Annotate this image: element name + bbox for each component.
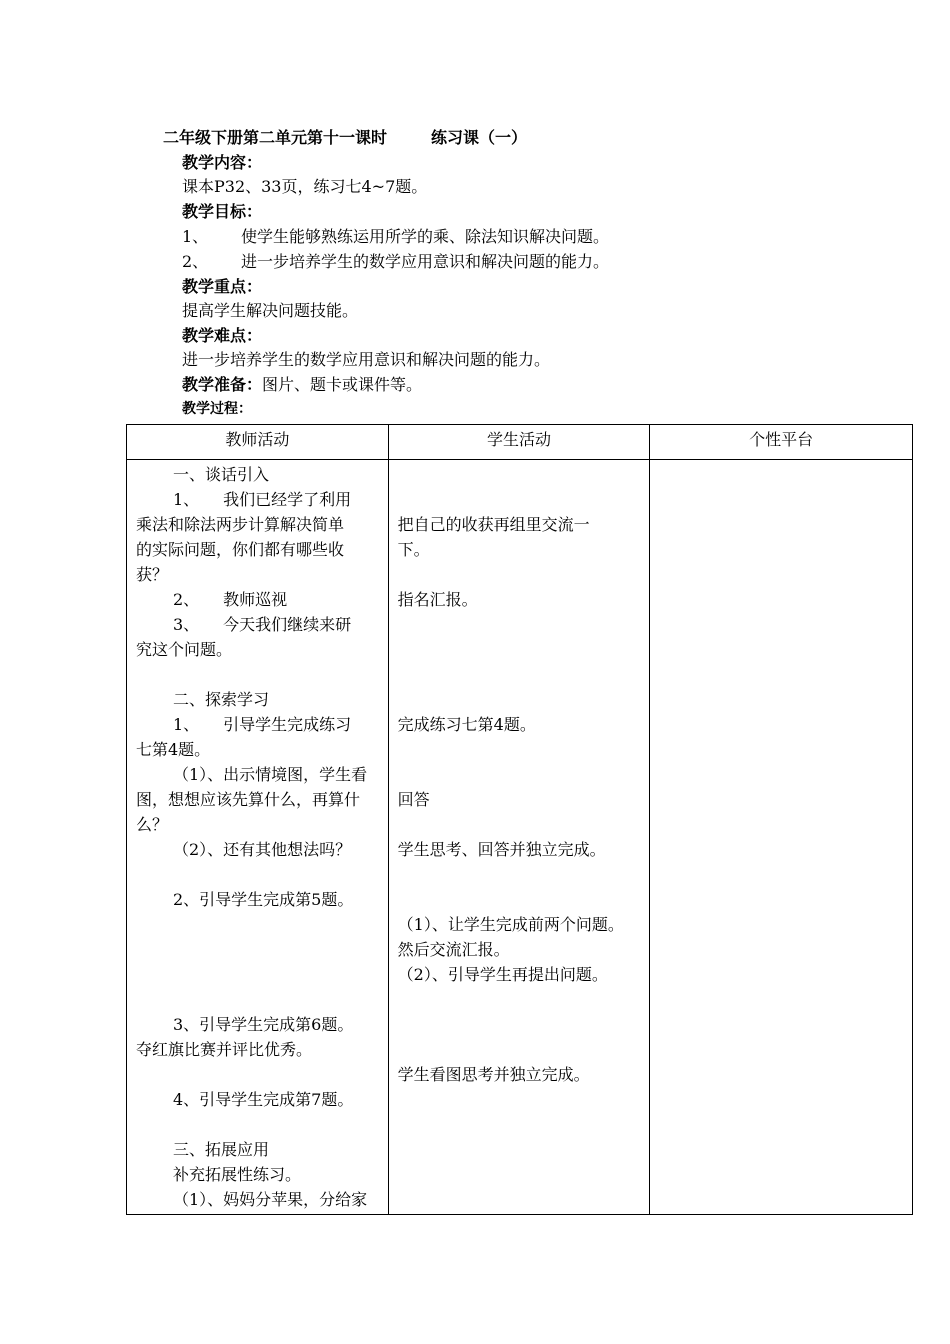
personal-platform-cell bbox=[650, 460, 913, 1215]
list-item: 回答 bbox=[397, 790, 430, 809]
goal-1-text: 使学生能够熟练运用所学的乘、除法知识解决问题。 bbox=[241, 227, 610, 246]
list-item: （1）、让学生完成前两个问题。 bbox=[397, 915, 624, 934]
list-item: 3、引导学生完成第6题。 bbox=[173, 1015, 354, 1034]
list-item: 的实际问题，你们都有哪些收 bbox=[136, 540, 345, 559]
list-item: 2、 教师巡视 bbox=[173, 590, 288, 609]
list-item: 究这个问题。 bbox=[136, 640, 233, 659]
difficulty-label: 教学难点： bbox=[182, 326, 263, 345]
header-personal-platform: 个性平台 bbox=[650, 425, 913, 460]
header-teacher-activity: 教师活动 bbox=[127, 425, 389, 460]
list-item: 乘法和除法两步计算解决简单 bbox=[136, 515, 345, 534]
process-label: 教学过程： bbox=[182, 401, 252, 417]
list-item: （2）、还有其他想法吗？ bbox=[173, 840, 352, 859]
key-label: 教学重点： bbox=[182, 277, 263, 296]
teacher-activity-cell bbox=[127, 460, 389, 1215]
list-item: 补充拓展性练习。 bbox=[173, 1165, 302, 1184]
goal-1 bbox=[182, 225, 610, 249]
list-item: 获？ bbox=[136, 565, 169, 584]
page-title bbox=[163, 126, 527, 150]
list-item: 完成练习七第4题。 bbox=[397, 715, 536, 734]
lesson-process-table bbox=[126, 424, 913, 1215]
lesson-title: 二年级下册第二单元第十一课时 bbox=[163, 128, 388, 147]
table-header-row bbox=[127, 425, 913, 460]
list-item: 学生思考、回答并独立完成。 bbox=[397, 840, 606, 859]
list-item: 一、谈话引入 bbox=[173, 465, 270, 484]
list-item: 把自己的收获再组里交流一 bbox=[397, 515, 590, 534]
list-item: 3、 今天我们继续来研 bbox=[173, 615, 352, 634]
list-item: 2、引导学生完成第5题。 bbox=[173, 890, 354, 909]
list-item: 图，想想应该先算什么，再算什 bbox=[136, 790, 361, 809]
header-student-activity: 学生活动 bbox=[388, 425, 650, 460]
key-text: 提高学生解决问题技能。 bbox=[182, 301, 359, 320]
list-item: 指名汇报。 bbox=[397, 590, 478, 609]
prep-label: 教学准备： bbox=[182, 375, 263, 394]
content-label: 教学内容： bbox=[182, 153, 263, 172]
list-item: 4、引导学生完成第7题。 bbox=[173, 1090, 354, 1109]
goals-label: 教学目标： bbox=[182, 202, 263, 221]
list-item: 么？ bbox=[136, 815, 169, 834]
list-item: 1、 引导学生完成练习 bbox=[173, 715, 352, 734]
goal-1-number: 1、 bbox=[182, 227, 209, 246]
content-text: 课本P32、33页，练习七4~7题。 bbox=[182, 177, 428, 196]
goal-2 bbox=[182, 250, 610, 274]
prep-row bbox=[182, 373, 422, 397]
list-item: 二、探索学习 bbox=[173, 690, 270, 709]
list-item: 夺红旗比赛并评比优秀。 bbox=[136, 1040, 313, 1059]
student-activity-cell bbox=[388, 460, 650, 1215]
list-item: 然后交流汇报。 bbox=[397, 940, 510, 959]
list-item: 学生看图思考并独立完成。 bbox=[397, 1065, 590, 1084]
list-item: （2）、引导学生再提出问题。 bbox=[397, 965, 608, 984]
list-item: 七第4题。 bbox=[136, 740, 211, 759]
goal-2-number: 2、 bbox=[182, 252, 209, 271]
table-body-row bbox=[127, 460, 913, 1215]
prep-text: 图片、题卡或课件等。 bbox=[262, 375, 423, 394]
goal-2-text: 进一步培养学生的数学应用意识和解决问题的能力。 bbox=[241, 252, 610, 271]
list-item: （1）、妈妈分苹果，分给家 bbox=[173, 1190, 368, 1209]
lesson-subtitle: 练习课（一） bbox=[431, 128, 528, 147]
list-item: 下。 bbox=[397, 540, 430, 559]
list-item: （1）、出示情境图，学生看 bbox=[173, 765, 368, 784]
list-item: 三、拓展应用 bbox=[173, 1140, 270, 1159]
list-item: 1、 我们已经学了利用 bbox=[173, 490, 352, 509]
difficulty-text: 进一步培养学生的数学应用意识和解决问题的能力。 bbox=[182, 350, 551, 369]
